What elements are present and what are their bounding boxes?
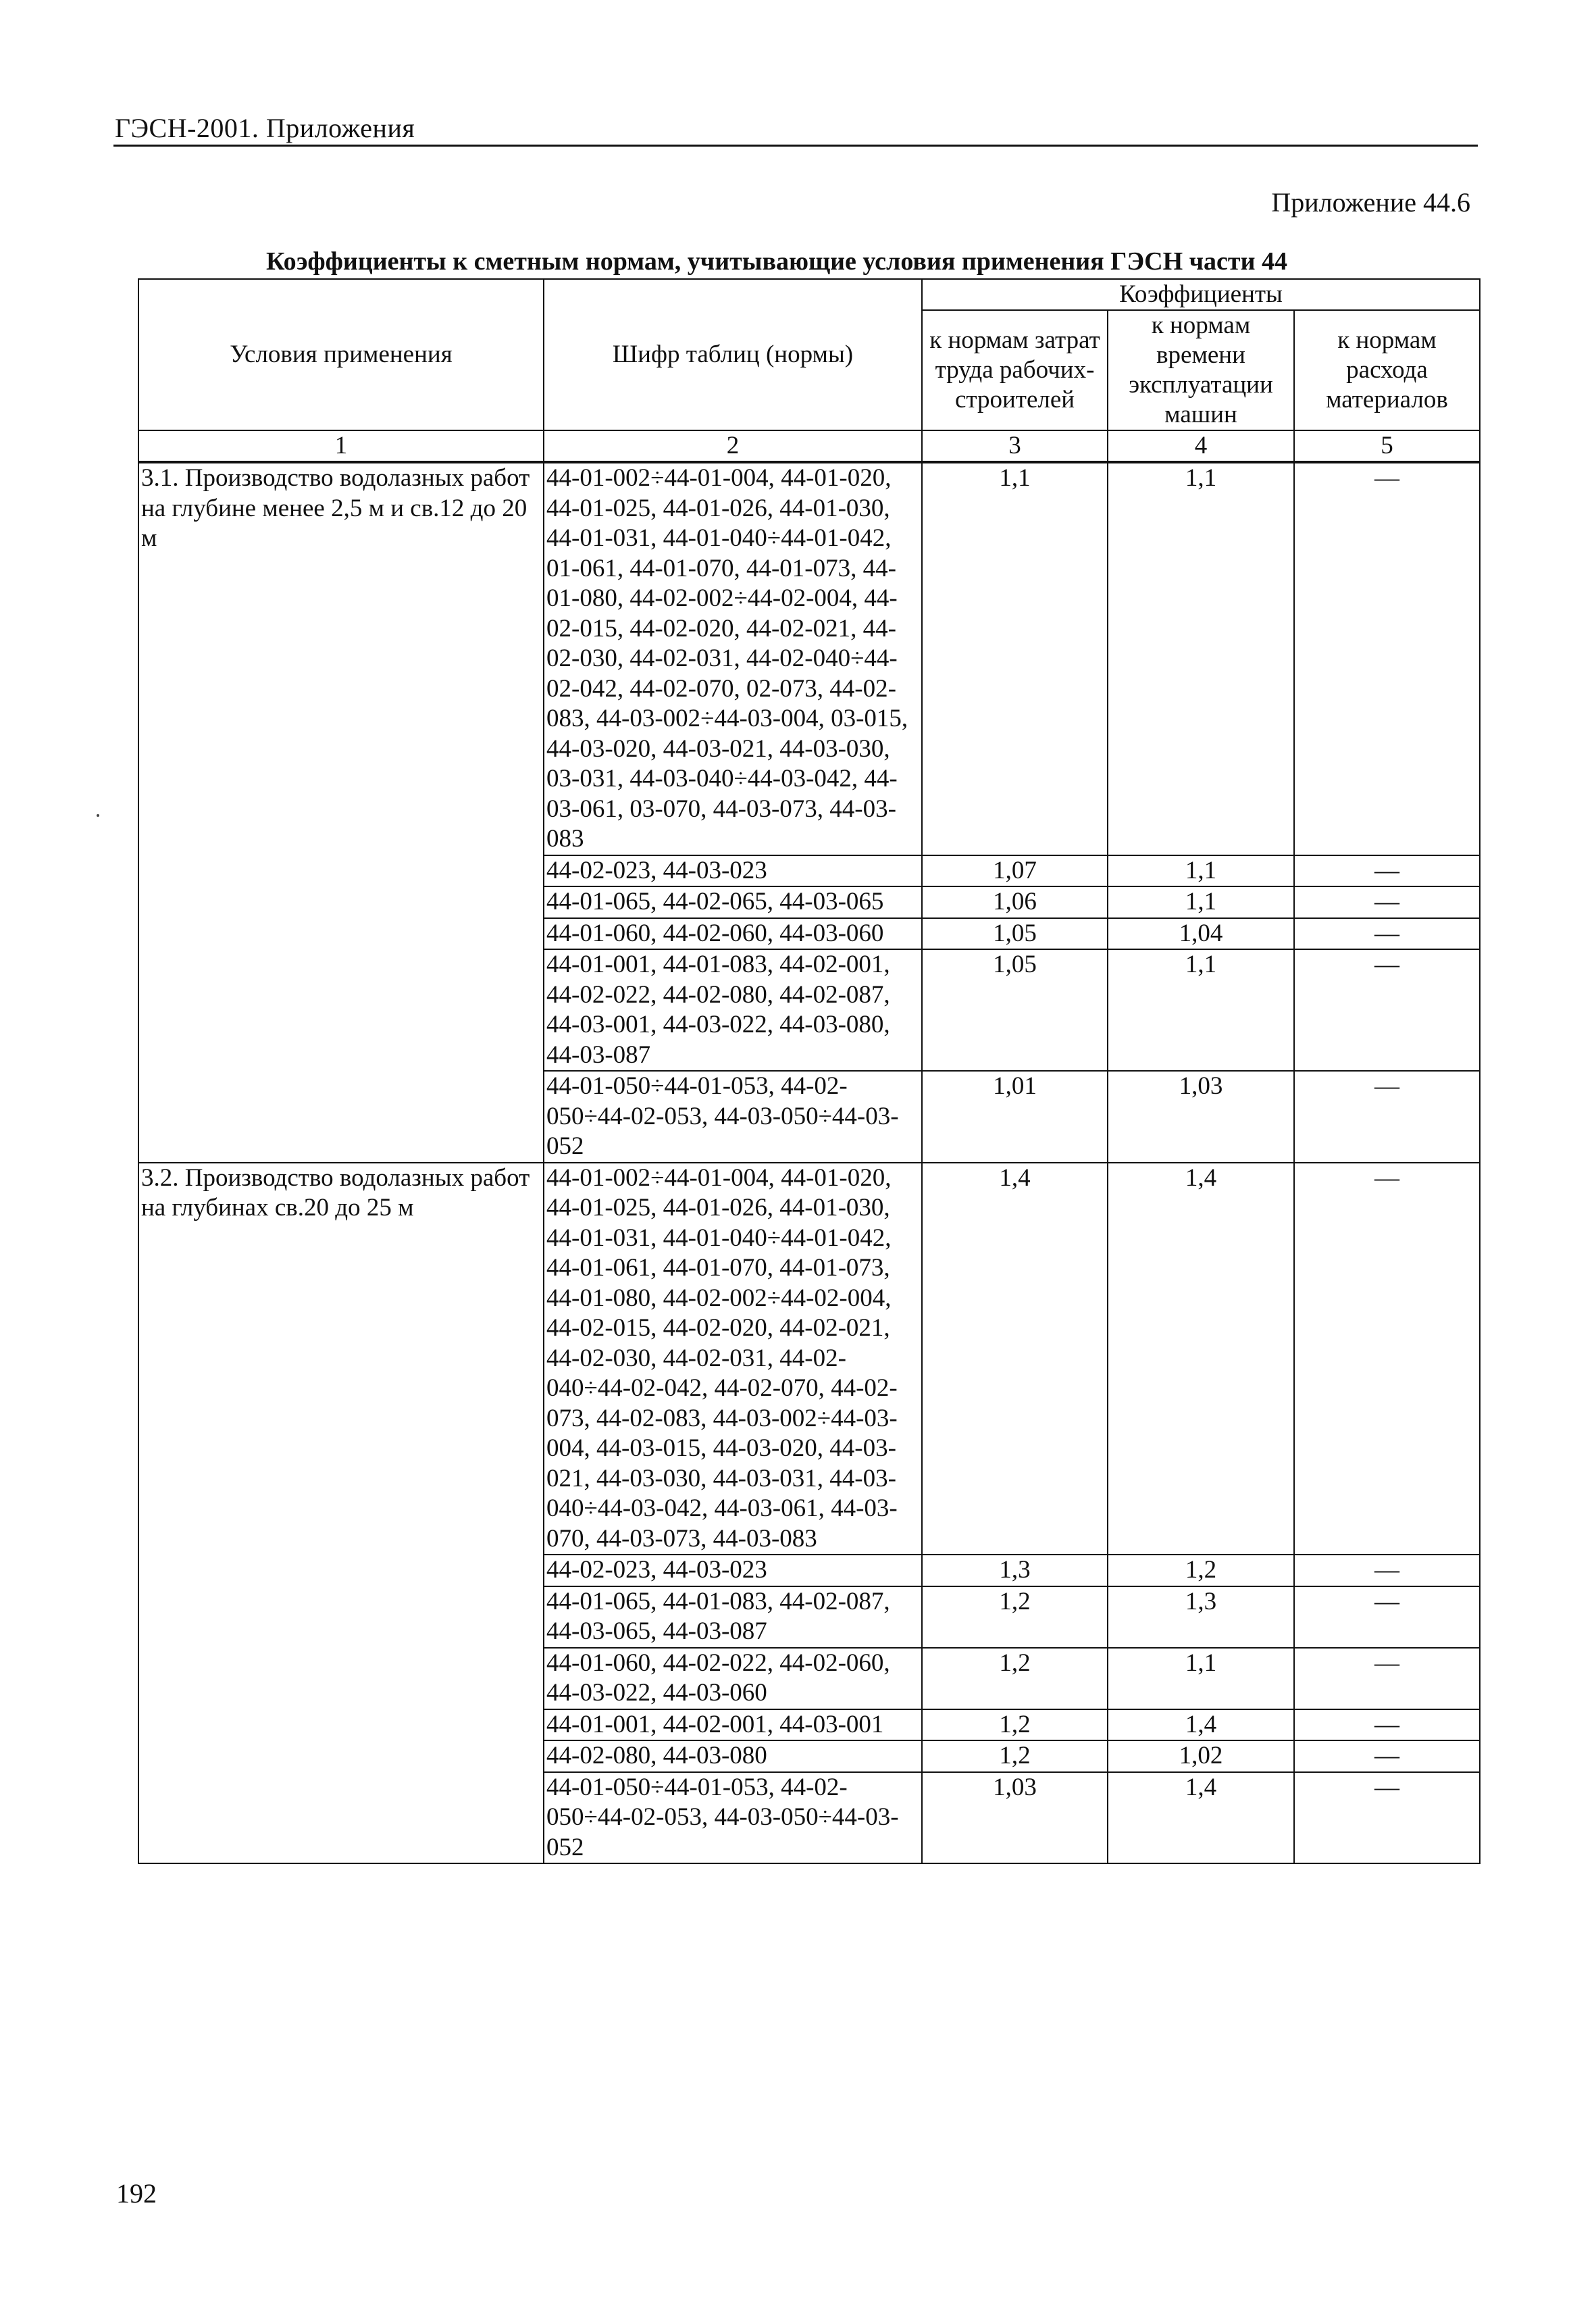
machines-coef-cell: 1,1 xyxy=(1108,1648,1294,1709)
materials-coef-cell: — xyxy=(1294,886,1480,918)
codes-cell: 44-01-065, 44-02-065, 44-03-065 xyxy=(544,886,922,918)
machines-coef-cell: 1,1 xyxy=(1108,462,1294,855)
codes-cell: 44-01-002÷44-01-004, 44-01-020, 44-01-025, 44-01-026, 44-01-030, 44-01-031, 44-01-040÷44-01-042, 44-01-061, 44-01-070, 44-01-073, 44-01-080, 44-02-002÷44-02-004, 44-02-015, 44-02-020, 44-02-021, 44-02-030, 44-02-031, 44-02-040÷44-02-042, 44-02-070, 44-02-073, 44-02-083, 44-03-002÷44-03-004, 44-03-015, 44-03-020, 44-03-021, 44-03-030, 44-03-031, 44-03-040÷44-03-042, 44-03-061, 44-03-070, 44-03-073, 44-03-083 xyxy=(544,1163,922,1555)
page-number: 192 xyxy=(116,2178,157,2209)
column-number: 3 xyxy=(922,430,1108,462)
machines-coef-cell: 1,4 xyxy=(1108,1163,1294,1555)
codes-cell: 44-02-080, 44-03-080 xyxy=(544,1740,922,1772)
labor-coef-cell: 1,1 xyxy=(922,462,1108,855)
codes-cell: 44-02-023, 44-03-023 xyxy=(544,1555,922,1586)
machines-coef-cell: 1,4 xyxy=(1108,1772,1294,1864)
labor-coef-cell: 1,06 xyxy=(922,886,1108,918)
labor-coef-cell: 1,05 xyxy=(922,918,1108,950)
materials-coef-cell: — xyxy=(1294,1163,1480,1555)
codes-cell: 44-01-050÷44-01-053, 44-02-050÷44-02-053, 44-03-050÷44-03-052 xyxy=(544,1071,922,1163)
labor-coef-cell: 1,2 xyxy=(922,1586,1108,1648)
header-labor: к нормам затрат труда рабочих-строителей xyxy=(922,310,1108,430)
column-number: 2 xyxy=(544,430,922,462)
header-materials: к нормам расхода материалов xyxy=(1294,310,1480,430)
materials-coef-cell: — xyxy=(1294,1555,1480,1586)
header-rule xyxy=(113,145,1478,147)
column-number: 1 xyxy=(138,430,544,462)
codes-cell: 44-01-065, 44-01-083, 44-02-087, 44-03-065, 44-03-087 xyxy=(544,1586,922,1648)
machines-coef-cell: 1,1 xyxy=(1108,855,1294,887)
coefficients-table xyxy=(138,278,1481,1864)
codes-cell: 44-01-050÷44-01-053, 44-02-050÷44-02-053, 44-03-050÷44-03-052 xyxy=(544,1772,922,1864)
materials-coef-cell: — xyxy=(1294,855,1480,887)
materials-coef-cell: — xyxy=(1294,1772,1480,1864)
materials-coef-cell: — xyxy=(1294,918,1480,950)
column-number-row xyxy=(138,430,1480,462)
table-title: Коэффициенты к сметным нормам, учитывающие условия применения ГЭСН части 44 xyxy=(266,247,1287,276)
table-row xyxy=(138,1163,1480,1555)
materials-coef-cell: — xyxy=(1294,1648,1480,1709)
materials-coef-cell: — xyxy=(1294,1709,1480,1741)
materials-coef-cell: — xyxy=(1294,1740,1480,1772)
machines-coef-cell: 1,1 xyxy=(1108,886,1294,918)
labor-coef-cell: 1,3 xyxy=(922,1555,1108,1586)
condition-cell: 3.2. Производство водолазных работ на глубинах св.20 до 25 м xyxy=(138,1163,544,1864)
materials-coef-cell: — xyxy=(1294,1071,1480,1163)
machines-coef-cell: 1,1 xyxy=(1108,949,1294,1071)
appendix-label: Приложение 44.6 xyxy=(1271,187,1470,218)
labor-coef-cell: 1,01 xyxy=(922,1071,1108,1163)
header-codes: Шифр таблиц (нормы) xyxy=(544,279,922,430)
machines-coef-cell: 1,02 xyxy=(1108,1740,1294,1772)
scan-dot xyxy=(97,814,99,817)
column-number: 4 xyxy=(1108,430,1294,462)
codes-cell: 44-01-060, 44-02-060, 44-03-060 xyxy=(544,918,922,950)
column-number: 5 xyxy=(1294,430,1480,462)
machines-coef-cell: 1,3 xyxy=(1108,1586,1294,1648)
labor-coef-cell: 1,05 xyxy=(922,949,1108,1071)
header-coefficients: Коэффициенты xyxy=(922,279,1480,310)
materials-coef-cell: — xyxy=(1294,462,1480,855)
machines-coef-cell: 1,4 xyxy=(1108,1709,1294,1741)
labor-coef-cell: 1,07 xyxy=(922,855,1108,887)
machines-coef-cell: 1,04 xyxy=(1108,918,1294,950)
labor-coef-cell: 1,2 xyxy=(922,1648,1108,1709)
machines-coef-cell: 1,03 xyxy=(1108,1071,1294,1163)
codes-cell: 44-01-001, 44-01-083, 44-02-001, 44-02-022, 44-02-080, 44-02-087, 44-03-001, 44-03-022, 44-03-080, 44-03-087 xyxy=(544,949,922,1071)
table-row xyxy=(138,462,1480,855)
condition-cell: 3.1. Производство водолазных работ на глубине менее 2,5 м и св.12 до 20 м xyxy=(138,462,544,1163)
codes-cell: 44-01-002÷44-01-004, 44-01-020, 44-01-025, 44-01-026, 44-01-030, 44-01-031, 44-01-040÷44-01-042, 01-061, 44-01-070, 44-01-073, 44-01-080, 44-02-002÷44-02-004, 44-02-015, 44-02-020, 44-02-021, 44-02-030, 44-02-031, 44-02-040÷44-02-042, 44-02-070, 02-073, 44-02-083, 44-03-002÷44-03-004, 03-015, 44-03-020, 44-03-021, 44-03-030, 03-031, 44-03-040÷44-03-042, 44-03-061, 03-070, 44-03-073, 44-03-083 xyxy=(544,462,922,855)
codes-cell: 44-02-023, 44-03-023 xyxy=(544,855,922,887)
codes-cell: 44-01-001, 44-02-001, 44-03-001 xyxy=(544,1709,922,1741)
machines-coef-cell: 1,2 xyxy=(1108,1555,1294,1586)
header-machines: к нормам времени эксплуатации машин xyxy=(1108,310,1294,430)
materials-coef-cell: — xyxy=(1294,949,1480,1071)
header-conditions: Условия применения xyxy=(138,279,544,430)
labor-coef-cell: 1,03 xyxy=(922,1772,1108,1864)
header-row-top xyxy=(138,279,1480,310)
labor-coef-cell: 1,2 xyxy=(922,1709,1108,1741)
labor-coef-cell: 1,2 xyxy=(922,1740,1108,1772)
materials-coef-cell: — xyxy=(1294,1586,1480,1648)
running-header: ГЭСН-2001. Приложения xyxy=(115,113,415,143)
labor-coef-cell: 1,4 xyxy=(922,1163,1108,1555)
codes-cell: 44-01-060, 44-02-022, 44-02-060, 44-03-022, 44-03-060 xyxy=(544,1648,922,1709)
